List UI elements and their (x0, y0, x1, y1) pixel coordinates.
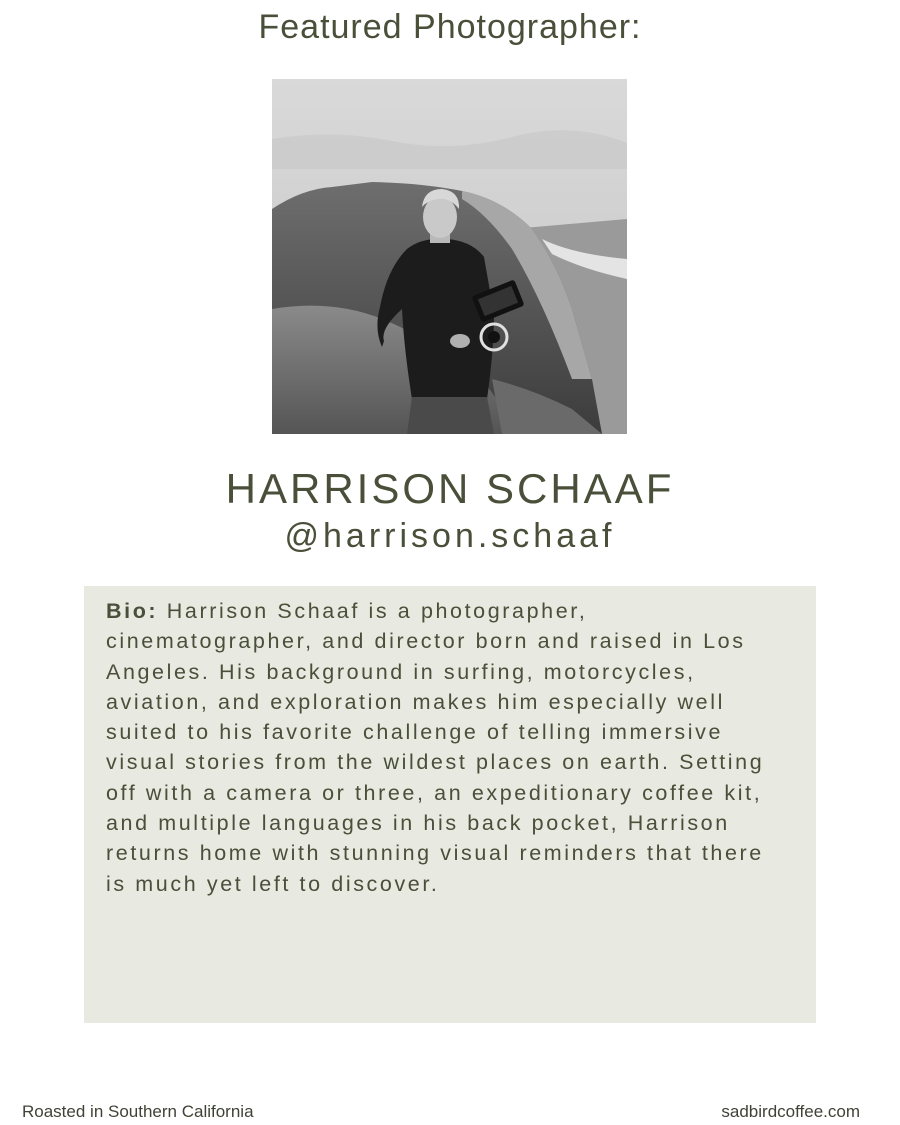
footer-website[interactable]: sadbirdcoffee.com (721, 1102, 860, 1121)
photographer-handle[interactable]: @harrison.schaaf (284, 517, 616, 555)
bio-panel (84, 586, 816, 1023)
footer-tagline: Roasted in Southern California (22, 1102, 254, 1121)
bio-paragraph (106, 596, 786, 899)
photographer-name: HARRISON SCHAAF (225, 465, 675, 512)
bio-label: Bio: (106, 599, 159, 623)
bio-text: Harrison Schaaf is a photographer, cinematographer, and director born and raised in Los Angeles. His background in surfing, motorcycles, aviation, and exploration makes him especially well suited to his favorite challenge of telling immersive visual stories from the wildest places on earth. Setting off with a camera or three, an expeditionary coffee kit, and multiple languages in his back pocket, Harrison returns home with stunning visual reminders that there is much yet left to discover. (106, 599, 765, 896)
page-title: Featured Photographer: (258, 8, 642, 46)
photographer-photo (272, 79, 627, 434)
